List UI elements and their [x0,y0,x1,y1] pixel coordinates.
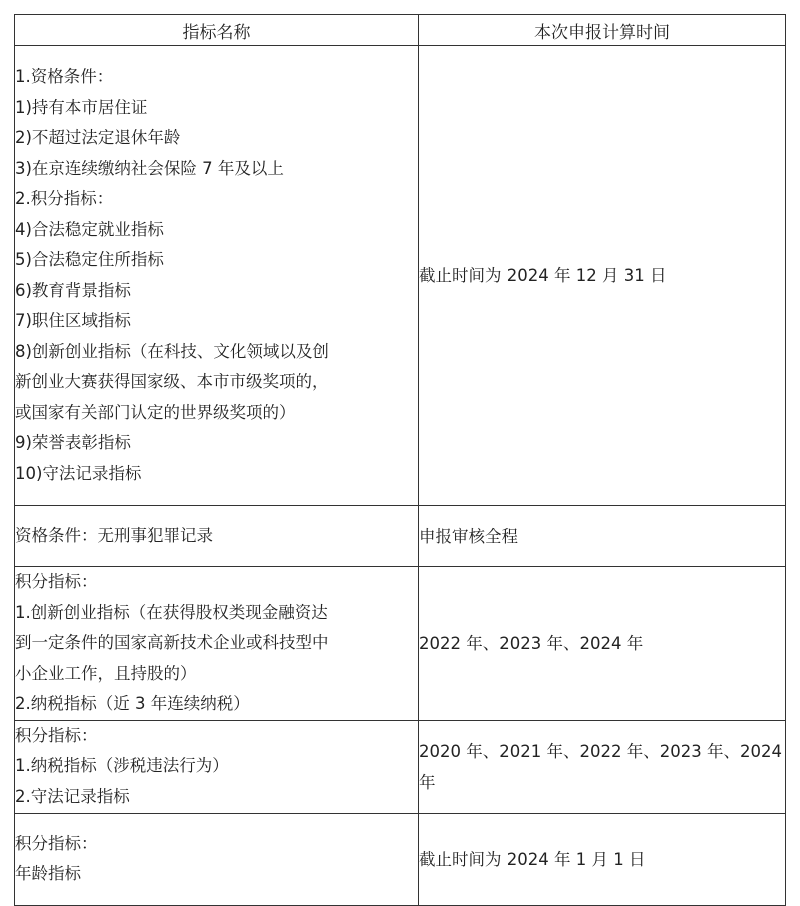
table-row [15,813,786,905]
indicator-line: 1.创新创业指标（在获得股权类现金融资达 [15,602,328,622]
time-cell: 2020 年、2021 年、2022 年、2023 年、2024 年 [419,720,786,813]
indicator-line: 2.纳税指标（近 3 年连续纳税） [15,694,250,713]
indicator-line: 积分指标： [15,572,98,591]
table-row [15,506,786,567]
indicator-line: 积分指标： [15,833,98,853]
indicator-line: 2)不超过法定退休年龄 [15,128,181,147]
indicator-line: 1)持有本市居住证 [15,97,148,117]
indicator-line: 资格条件：无刑事犯罪记录 [15,525,213,545]
indicator-cell [15,567,419,721]
indicator-line: 6)教育背景指标 [15,280,131,300]
indicator-line: 1.纳税指标（涉税违法行为） [15,756,229,776]
table-row [15,720,786,813]
time-cell: 2022 年、2023 年、2024 年 [419,567,786,721]
indicator-line: 1.资格条件： [15,67,114,86]
indicator-line: 3)在京连续缴纳社会保险 7 年及以上 [15,158,284,178]
time-cell: 截止时间为 2024 年 12 月 31 日 [419,46,786,506]
indicator-line: 7)职住区域指标 [15,311,131,330]
table-row [15,46,786,506]
indicator-line: 2.积分指标： [15,189,114,208]
indicator-cell [15,46,419,506]
time-cell: 截止时间为 2024 年 1 月 1 日 [419,813,786,905]
indicator-cell [15,813,419,905]
indicator-line: 4)合法稳定就业指标 [15,219,164,239]
indicator-line: 到一定条件的国家高新技术企业或科技型中 [15,633,329,652]
indicator-line: 小企业工作，且持股的） [15,663,197,683]
time-cell: 申报审核全程 [419,506,786,567]
indicator-line: 2.守法记录指标 [15,786,130,806]
header-calc-time: 本次申报计算时间 [419,15,786,46]
table-row [15,567,786,721]
indicator-line: 年龄指标 [15,864,81,883]
indicator-table [14,14,786,906]
indicator-line: 10)守法记录指标 [15,463,142,483]
indicator-line: 或国家有关部门认定的世界级奖项的） [15,402,296,422]
indicator-line: 8)创新创业指标（在科技、文化领域以及创 [15,341,329,361]
indicator-cell [15,720,419,813]
indicator-line: 新创业大赛获得国家级、本市市级奖项的， [15,372,329,391]
header-indicator-name: 指标名称 [15,15,419,46]
indicator-line: 9)荣誉表彰指标 [15,433,131,452]
indicator-cell [15,506,419,567]
indicator-line: 5)合法稳定住所指标 [15,250,164,269]
indicator-line: 积分指标： [15,725,98,745]
header-row [15,15,786,46]
